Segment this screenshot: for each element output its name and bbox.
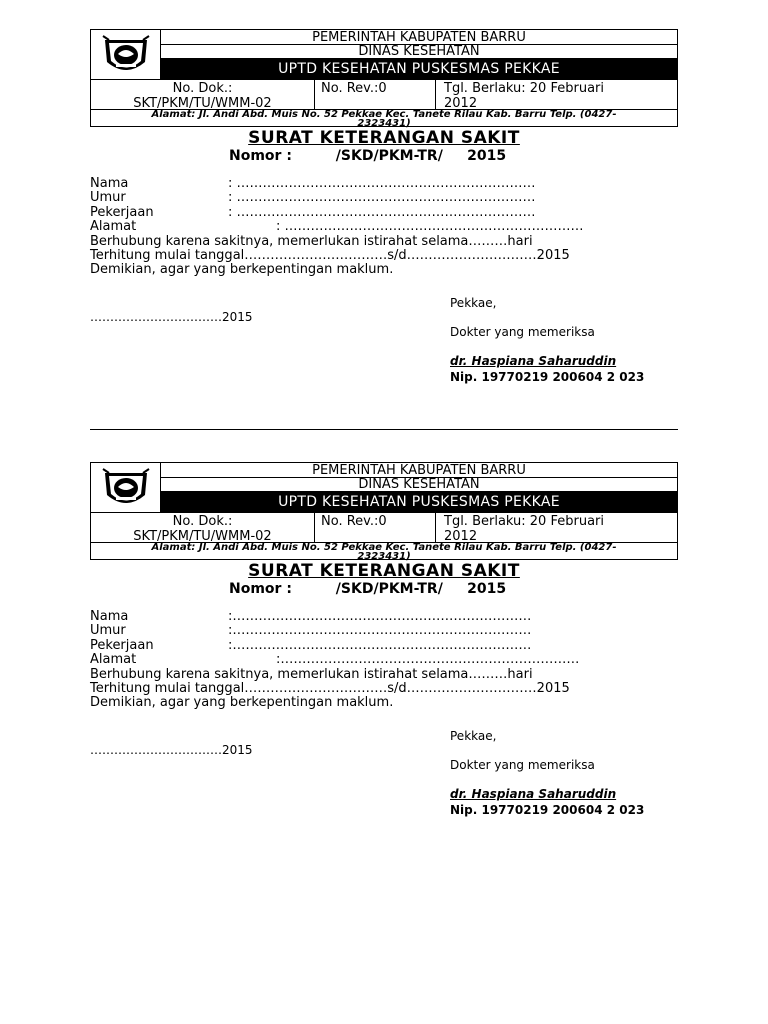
address-line: Alamat: Jl. Andi Abd. Muis No. 52 Pekkae Kec. Tanete Rilau Kab. Barru Telp. (0427- 2323431) — [151, 110, 617, 128]
closing-line: Demikian, agar yang berkepentingan maklum. — [90, 695, 394, 711]
field-pekerjaan: Pekerjaan :…………………………………………………………… — [90, 637, 532, 653]
revision-cell: No. Rev.:0 — [315, 80, 436, 109]
letterhead — [90, 462, 678, 560]
doc-number-label: No. Dok.: — [172, 514, 233, 529]
date-range-line: Terhitung mulai tanggal……………………………s/d…………………………2015 — [90, 680, 570, 696]
letter-body — [90, 610, 678, 711]
header-dept: DINAS KESEHATAN — [161, 478, 677, 492]
date-blank: ……………………………2015 — [90, 743, 253, 757]
doctor-nip: Nip. 19770219 200604 2 023 — [450, 803, 645, 817]
date-range-line: Terhitung mulai tanggal……………………………s/d…………………………2015 — [90, 247, 570, 263]
doctor-nip: Nip. 19770219 200604 2 023 — [450, 370, 645, 384]
letter-body — [90, 177, 678, 278]
address-line: Alamat: Jl. Andi Abd. Muis No. 52 Pekkae Kec. Tanete Rilau Kab. Barru Telp. (0427- 2323431) — [151, 543, 617, 561]
rest-line: Berhubung karena sakitnya, memerlukan istirahat selama………hari — [90, 233, 533, 249]
letter-title: SURAT KETERANGAN SAKIT — [248, 128, 520, 148]
field-umur: Umur : …………………………………………………………… — [90, 190, 536, 206]
valid-date-label: Tgl. Berlaku: 20 Februari — [444, 514, 604, 529]
doctor-label: Dokter yang memeriksa — [450, 758, 595, 772]
revision-cell: No. Rev.:0 — [315, 513, 436, 542]
letter-number: Nomor : /SKD/PKM-TR/ 2015 — [229, 581, 507, 597]
letterhead — [90, 29, 678, 127]
cut-line-divider — [90, 429, 678, 430]
doc-info-row — [91, 512, 677, 543]
doc-number-cell — [91, 80, 315, 109]
valid-date-label: Tgl. Berlaku: 20 Februari — [444, 81, 604, 96]
certificate-form-top — [90, 29, 678, 384]
doctor-name: dr. Haspiana Saharuddin — [450, 787, 617, 801]
letter-title: SURAT KETERANGAN SAKIT — [248, 561, 520, 581]
doc-number-label: No. Dok.: — [172, 81, 233, 96]
field-alamat: Alamat : …………………………………………………………… — [90, 219, 584, 235]
field-nama: Nama :…………………………………………………………… — [90, 609, 532, 624]
doc-info-row — [91, 79, 677, 110]
doctor-label: Dokter yang memeriksa — [450, 325, 595, 339]
valid-date-cell — [436, 80, 677, 109]
header-gov: PEMERINTAH KABUPATEN BARRU — [161, 30, 677, 45]
field-umur: Umur :…………………………………………………………… — [90, 623, 532, 639]
header-unit: UPTD KESEHATAN PUSKESMAS PEKKAE — [161, 492, 677, 512]
header-unit: UPTD KESEHATAN PUSKESMAS PEKKAE — [161, 59, 677, 79]
place: Pekkae, — [450, 296, 497, 310]
closing-line: Demikian, agar yang berkepentingan maklum. — [90, 262, 394, 278]
logo-cell — [91, 463, 161, 512]
place: Pekkae, — [450, 729, 497, 743]
header-dept: DINAS KESEHATAN — [161, 45, 677, 59]
valid-date-year: 2012 — [444, 529, 478, 544]
letter-number: Nomor : /SKD/PKM-TR/ 2015 — [229, 148, 507, 164]
header-gov: PEMERINTAH KABUPATEN BARRU — [161, 463, 677, 478]
barru-regency-emblem-icon — [101, 467, 151, 511]
field-nama: Nama : …………………………………………………………… — [90, 176, 536, 191]
field-pekerjaan: Pekerjaan : …………………………………………………………… — [90, 204, 536, 220]
doctor-name: dr. Haspiana Saharuddin — [450, 354, 617, 368]
doc-code: SKT/PKM/TU/WMM-02 — [133, 96, 272, 111]
certificate-form-bottom — [90, 462, 678, 817]
logo-cell — [91, 30, 161, 79]
doc-code: SKT/PKM/TU/WMM-02 — [133, 529, 272, 544]
date-blank: ……………………………2015 — [90, 310, 253, 324]
valid-date-cell — [436, 513, 677, 542]
rest-line: Berhubung karena sakitnya, memerlukan istirahat selama………hari — [90, 666, 533, 682]
barru-regency-emblem-icon — [101, 34, 151, 78]
valid-date-year: 2012 — [444, 96, 478, 111]
doc-number-cell — [91, 513, 315, 542]
field-alamat: Alamat :…………………………………………………………… — [90, 652, 580, 668]
